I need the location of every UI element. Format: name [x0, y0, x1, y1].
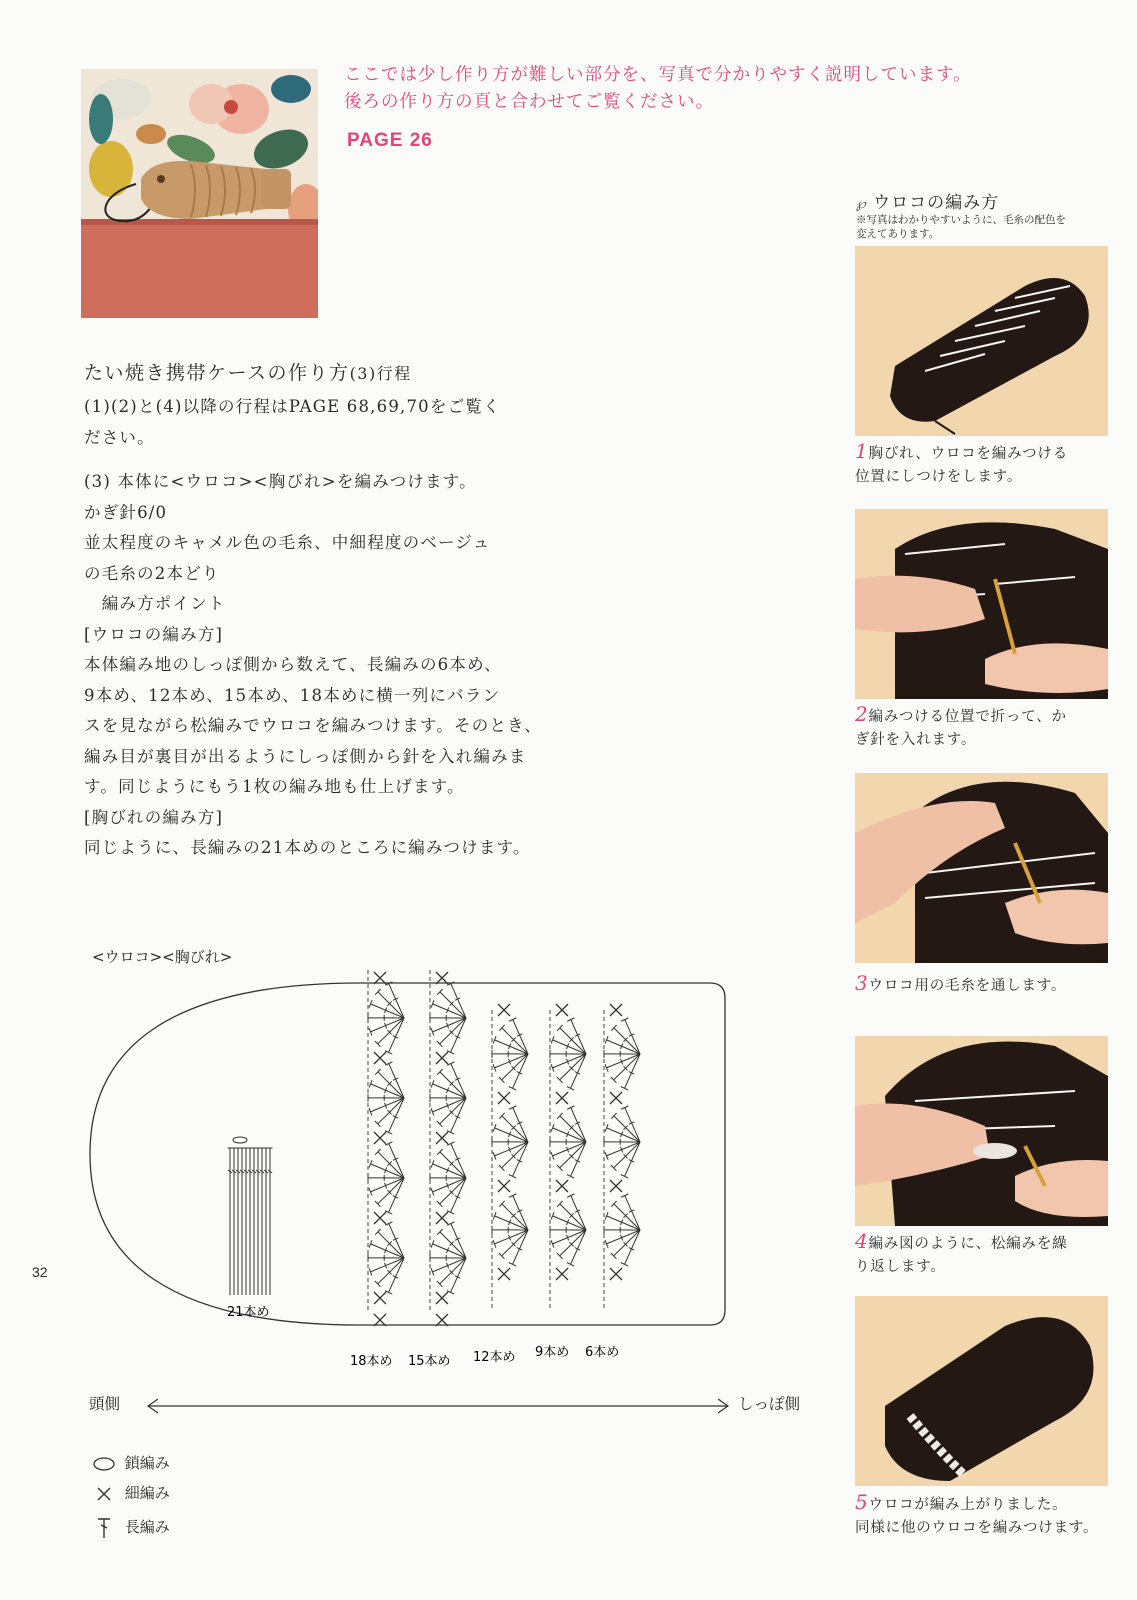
- single-crochet-mark: [498, 1092, 510, 1104]
- step-caption-5: [855, 1491, 1115, 1540]
- head-side-label: 頭側: [89, 1395, 121, 1413]
- double-crochet-icon: [92, 1517, 120, 1539]
- double-crochet-mark: [560, 1028, 586, 1054]
- double-crochet-mark: [502, 1204, 528, 1230]
- single-crochet-mark: [374, 1052, 386, 1064]
- article-title-suffix: (3)行程: [349, 364, 412, 383]
- article-body: [84, 392, 584, 864]
- double-crochet-mark: [378, 1178, 404, 1204]
- row-label-12: 12本め: [473, 1350, 516, 1365]
- body-line: 本体編み地のしっぽ側から数えて、長編みの6本め、: [84, 655, 502, 674]
- double-crochet-mark: [378, 992, 404, 1018]
- step-number-4: 4: [855, 1229, 869, 1253]
- chain-stitch-icon: [92, 1456, 120, 1472]
- body-line: の毛糸の2本どり: [84, 563, 220, 583]
- double-crochet-mark: [440, 1232, 466, 1258]
- double-crochet-mark: [560, 1204, 586, 1230]
- step-caption-1: [855, 440, 1115, 489]
- body-line: ださい。: [84, 427, 155, 447]
- step-number-2: 2: [855, 702, 869, 726]
- chain-stitch-mark: [233, 1137, 247, 1143]
- single-crochet-mark: [498, 1180, 510, 1192]
- body-line: 編み目が裏目が出るようにしっぽ側から針を入れ編みま: [84, 746, 527, 766]
- body-line: [胸びれの編み方]: [84, 807, 224, 827]
- double-crochet-mark: [440, 1258, 466, 1284]
- double-crochet-mark: [614, 1028, 640, 1054]
- single-crochet-mark: [556, 1004, 568, 1016]
- single-crochet-mark: [374, 1132, 386, 1144]
- step-text-1b: 位置にしつけをします。: [855, 469, 1023, 485]
- step-photo-4: [855, 1036, 1108, 1226]
- double-crochet-mark: [502, 1230, 528, 1256]
- diagram-outline: [90, 983, 725, 1325]
- double-crochet-mark: [560, 1116, 586, 1142]
- body-line: 並太程度のキャメル色の毛糸、中細程度のベージュ: [84, 533, 491, 552]
- double-crochet-mark: [378, 1072, 404, 1098]
- single-crochet-mark: [436, 972, 448, 984]
- row-label-6: 6本め: [585, 1345, 620, 1360]
- step-text-5b: 同様に他のウロコを編みつけます。: [855, 1520, 1099, 1536]
- step-text-1: 胸びれ、ウロコを編みつける: [868, 446, 1069, 462]
- step-caption-4: [855, 1230, 1115, 1279]
- legend-double-label: 長編み: [124, 1518, 170, 1536]
- diagram-label: <ウロコ><胸びれ>: [92, 948, 233, 966]
- single-crochet-mark: [374, 1212, 386, 1224]
- single-crochet-mark: [436, 1292, 448, 1304]
- page-reference: PAGE 26: [347, 130, 433, 151]
- double-crochet-mark: [378, 1018, 404, 1044]
- double-crochet-mark: [440, 992, 466, 1018]
- step-photo-1: [855, 246, 1108, 436]
- step-text-4b: り返します。: [855, 1259, 946, 1275]
- single-crochet-mark: [436, 1132, 448, 1144]
- double-crochet-mark: [614, 1204, 640, 1230]
- intro-line-2: 後ろの作り方の頁と合わせてご覧ください。: [344, 92, 714, 112]
- double-crochet-mark: [560, 1054, 586, 1080]
- double-crochet-mark: [502, 1116, 528, 1142]
- single-crochet-mark: [498, 1004, 510, 1016]
- double-crochet-mark: [378, 1232, 404, 1258]
- double-crochet-mark: [378, 1152, 404, 1178]
- stitch-pattern: [228, 972, 641, 1326]
- single-crochet-mark: [498, 1268, 510, 1280]
- step-text-2b: ぎ針を入れます。: [855, 732, 977, 748]
- legend-single: [92, 1482, 170, 1503]
- double-crochet-mark: [614, 1054, 640, 1080]
- legend-double: [92, 1516, 170, 1539]
- body-line: かぎ針6/0: [84, 502, 168, 522]
- double-crochet-mark: [440, 1098, 466, 1124]
- double-crochet-mark: [614, 1230, 640, 1256]
- double-crochet-mark: [378, 1258, 404, 1284]
- double-crochet-mark: [440, 1178, 466, 1204]
- double-crochet-mark: [440, 1152, 466, 1178]
- crochet-diagram: [80, 970, 740, 1370]
- double-crochet-mark: [378, 1098, 404, 1124]
- step-text-4: 編み図のように、松編みを繰: [868, 1236, 1068, 1252]
- legend-chain-label: 鎖編み: [124, 1454, 170, 1472]
- tail-side-label: しっぽ側: [738, 1395, 801, 1413]
- single-crochet-mark: [556, 1092, 568, 1104]
- step-number-5: 5: [855, 1490, 869, 1514]
- double-crochet-mark: [560, 1142, 586, 1168]
- legend-chain: [92, 1452, 170, 1473]
- row-label-9: 9本め: [535, 1345, 570, 1360]
- step-photo-5: [855, 1296, 1108, 1486]
- single-crochet-mark: [436, 1052, 448, 1064]
- sidebar-note-line-2: 変えてあります。: [856, 228, 940, 240]
- direction-arrow: [144, 1396, 734, 1416]
- step-photo-3: [855, 773, 1108, 963]
- single-crochet-mark: [610, 1268, 622, 1280]
- step-text-3: ウロコ用の毛糸を通します。: [868, 978, 1067, 994]
- single-crochet-mark: [374, 972, 386, 984]
- ornament-icon: ℘: [856, 196, 867, 212]
- double-crochet-mark: [614, 1142, 640, 1168]
- body-line: [84, 453, 584, 467]
- body-line: [ウロコの編み方]: [84, 624, 224, 644]
- step-caption-3: [855, 972, 1115, 998]
- legend-single-label: 細編み: [124, 1484, 170, 1502]
- sidebar-title-text: ウロコの編み方: [873, 193, 1000, 213]
- step-caption-2: [855, 703, 1115, 752]
- product-photo: [81, 69, 318, 318]
- single-crochet-mark: [610, 1004, 622, 1016]
- single-crochet-icon: [92, 1486, 120, 1502]
- intro-line-1: ここでは少し作り方が難しい部分を、写真で分かりやすく説明しています。: [344, 65, 972, 85]
- single-crochet-mark: [436, 1314, 448, 1326]
- intro-text: [344, 62, 972, 116]
- article-title-main: たい焼き携帯ケースの作り方: [84, 362, 350, 384]
- double-crochet-mark: [440, 1072, 466, 1098]
- sidebar-title: [856, 188, 999, 213]
- body-line: 9本め、12本め、15本め、18本めに横一列にバラン: [84, 685, 501, 705]
- single-crochet-mark: [556, 1180, 568, 1192]
- single-crochet-mark: [610, 1092, 622, 1104]
- step-photo-2: [855, 509, 1108, 699]
- single-crochet-mark: [374, 1314, 386, 1326]
- step-number-3: 3: [855, 971, 869, 995]
- double-crochet-mark: [502, 1028, 528, 1054]
- double-crochet-mark: [440, 1018, 466, 1044]
- body-line: 同じように、長編みの21本めのところに編みつけます。: [84, 838, 531, 857]
- row-label-21: 21本め: [227, 1305, 270, 1320]
- row-label-15: 15本め: [408, 1354, 451, 1369]
- body-line: (3) 本体に<ウロコ><胸びれ>を編みつけます。: [84, 472, 477, 491]
- single-crochet-mark: [610, 1180, 622, 1192]
- body-line: 編み方ポイント: [84, 594, 226, 613]
- body-line: (1)(2)と(4)以降の行程はPAGE 68,69,70をご覧く: [84, 397, 501, 416]
- double-crochet-mark: [502, 1054, 528, 1080]
- single-crochet-mark: [374, 1292, 386, 1304]
- row-label-18: 18本め: [350, 1354, 393, 1369]
- page-number: 32: [32, 1264, 48, 1280]
- article-title: [84, 358, 412, 385]
- step-text-5: ウロコが編み上がりました。: [868, 1497, 1068, 1513]
- sidebar-note: [856, 213, 1066, 241]
- single-crochet-mark: [436, 1212, 448, 1224]
- single-crochet-mark: [556, 1268, 568, 1280]
- sidebar-note-line-1: ※写真はわかりやすいように、毛糸の配色を: [856, 214, 1066, 226]
- body-line: スを見ながら松編みでウロコを編みつけます。そのとき、: [84, 716, 542, 735]
- body-line: す。同じようにもう1枚の編み地も仕上げます。: [84, 777, 465, 796]
- double-crochet-mark: [560, 1230, 586, 1256]
- double-crochet-mark: [614, 1116, 640, 1142]
- step-text-2: 編みつける位置で折って、か: [868, 709, 1067, 725]
- step-number-1: 1: [855, 439, 869, 463]
- double-crochet-mark: [502, 1142, 528, 1168]
